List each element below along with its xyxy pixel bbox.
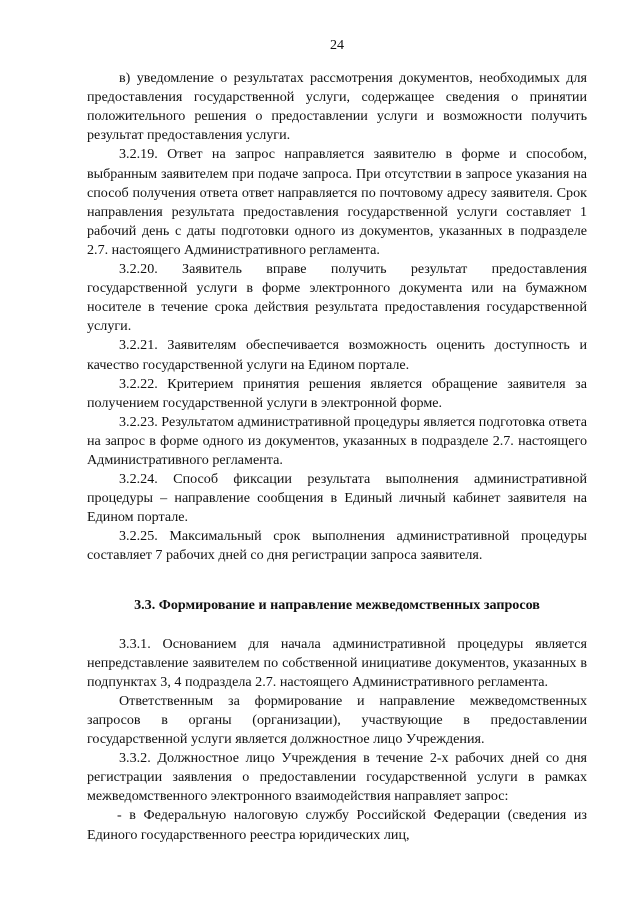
paragraph-3-2-18-v: в) уведомление о результатах рассмотрения документов, необходимых для предоставления государственной услуги, содержащее сведения о принятии положительного решения о предоставлении услуги и возможности получить результат предоставления услуги.	[87, 70, 587, 144]
paragraph-3-2-23: 3.2.23. Результатом административной процедуры является подготовка ответа на запрос в форме одного из документов, указанных в подразделе 2.7. настоящего Административного регламента.	[87, 413, 587, 468]
paragraph-3-3-1: 3.3.1. Основанием для начала административной процедуры является непредставление заявителем по собственной инициативе документов, указанных в подпунктах 3, 4 подраздела 2.7. настоящего Административного регламента.	[87, 635, 587, 690]
paragraph-3-2-25: 3.2.25. Максимальный срок выполнения административной процедуры составляет 7 рабочих дней со дня регистрации запроса заявителя.	[87, 528, 587, 564]
list-item-fns: - в Федеральную налоговую службу Российской Федерации (сведения из Единого государственного реестра юридических лиц,	[87, 807, 587, 843]
page-number: 24	[329, 37, 345, 53]
paragraph-3-2-19: 3.2.19. Ответ на запрос направляется заявителю в форме и способом, выбранным заявителем при подаче запроса. При отсутствии в запросе указания на способ получения ответа ответ направляется по почтовому адресу заявителя. Срок направления результата предоставления государственной услуги составляет 1 рабочий день с даты подготовки одного из документов, указанных в подразделе 2.7. настоящего Административного регламента.	[87, 146, 587, 258]
section-heading: 3.3. Формирование и направление межведомственных запросов	[134, 596, 540, 613]
intro-section	[87, 69, 587, 565]
paragraph-3-2-22: 3.2.22. Критерием принятия решения является обращение заявителя за получением государственной услуги в электронной форме.	[87, 375, 587, 411]
paragraph-3-2-24: 3.2.24. Способ фиксации результата выполнения административной процедуры – направление сообщения в Единый личный кабинет заявителя на Едином портале.	[87, 471, 587, 526]
paragraph-responsible: Ответственным за формирование и направление межведомственных запросов в органы (организации), участвующие в предоставлении государственной услуги является должностное лицо Учреждения.	[87, 692, 587, 748]
paragraph-3-2-20: 3.2.20. Заявитель вправе получить результат предоставления государственной услуги в форме электронного документа или на бумажном носителе в течение срока действия результата предоставления государственной услуги.	[87, 261, 587, 335]
paragraph-3-3-2: 3.3.2. Должностное лицо Учреждения в течение 2-х рабочих дней со дня регистрации заявления о предоставлении государственной услуги в рамках межведомственного электронного взаимодействия направляет запрос:	[87, 750, 587, 805]
section-3-3	[87, 635, 587, 845]
paragraph-3-2-21: 3.2.21. Заявителям обеспечивается возможность оценить доступность и качество государственной услуги на Едином портале.	[87, 337, 587, 373]
